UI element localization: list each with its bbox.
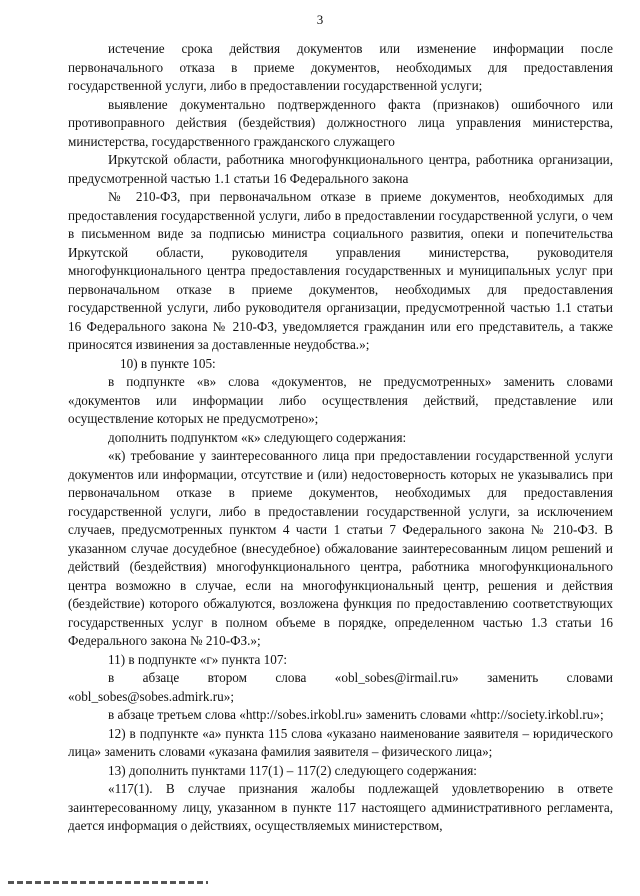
- document-body: [68, 40, 613, 836]
- paragraph: 13) дополнить пунктами 117(1) – 117(2) следующего содержания:: [108, 762, 477, 778]
- paragraph: дополнить подпунктом «к» следующего содержания:: [108, 429, 407, 445]
- paragraph: № 210-ФЗ, при первоначальном отказе в приеме документов, необходимых для предоставления государственной услуги, либо в предоставлении государственной услуги, о чем в письменном виде за подписью министра социального развития, опеки и попечительства Иркутской области, руководителя управления министерства, руководителя многофункционального центра предоставления государственных и муниципальных услуг при первоначальном отказе в приеме документов, необходимых для предоставления государственной услуги, либо руководителя организации, предусмотренной частью 1.1 статьи 16 Федерального закона № 210-ФЗ, уведомляется гражданин или его представитель, а также приносятся извинения за доставленные неудобства.»;: [68, 189, 613, 352]
- paragraph: 10) в пункте 105:: [120, 355, 216, 371]
- paragraph: 11) в подпункте «г» пункта 107:: [108, 651, 288, 667]
- paragraph: выявление документально подтвержденного факта (признаков) ошибочного или противоправного действия (бездействия) должностного лица управления министерства, министерства, государственного гражданского служащего: [68, 96, 613, 149]
- page-number: 3: [316, 12, 324, 27]
- paragraph: в абзаце втором слова «obl_sobes@irmail.ru» заменить словами «obl_sobes@sobes.admirk.ru»;: [68, 670, 613, 704]
- paragraph: «к) требование у заинтересованного лица при предоставлении государственной услуги документов или информации, отсутствие и (или) недостоверность которых не указывались при первоначальном отказе в приеме документов, необходимых для предоставления государственной услуги, либо в предоставлении государственной услуги, за исключением случаев, предусмотренных пунктом 4 части 1 статьи 7 Федерального закона № 210-ФЗ. В указанном случае досудебное (внесудебное) обжалование заинтересованным лицом решений и действий (бездействия) многофункционального центра, работника многофункционального центра возможно в случае, если на многофункциональный центр, решения и действия (бездействие) которого обжалуются, возложена функция по предоставлению соответствующих государственных услуг в полном объеме в порядке, определенном частью 1.3 статьи 16 Федерального закона № 210-ФЗ.»;: [68, 448, 613, 648]
- paragraph: 12) в подпункте «а» пункта 115 слова «указано наименование заявителя – юридического лица» заменить словами «указана фамилия заявителя – физического лица»;: [68, 725, 613, 759]
- paragraph: истечение срока действия документов или изменение информации после первоначального отказа в приеме документов, необходимых для предоставления государственной услуги, либо в предоставлении государственной услуги;: [68, 41, 613, 93]
- scan-edge-artifact: [8, 881, 208, 884]
- paragraph: в абзаце третьем слова «http://sobes.irkobl.ru» заменить словами «http://society.irkobl.ru»;: [108, 707, 604, 722]
- paragraph: «117(1). В случае признания жалобы подлежащей удовлетворению в ответе заинтересованному лицу, указанном в пункте 117 настоящего административного регламента, дается информация о действиях, осуществляемых министерством,: [68, 781, 613, 833]
- paragraph: в подпункте «в» слова «документов, не предусмотренных» заменить словами «документов или информации либо осуществления действий, представление или осуществление которых не предусмотрено»;: [68, 374, 613, 426]
- paragraph: Иркутской области, работника многофункционального центра, работника организации, предусмотренной частью 1.1 статьи 16 Федерального закона: [68, 152, 613, 186]
